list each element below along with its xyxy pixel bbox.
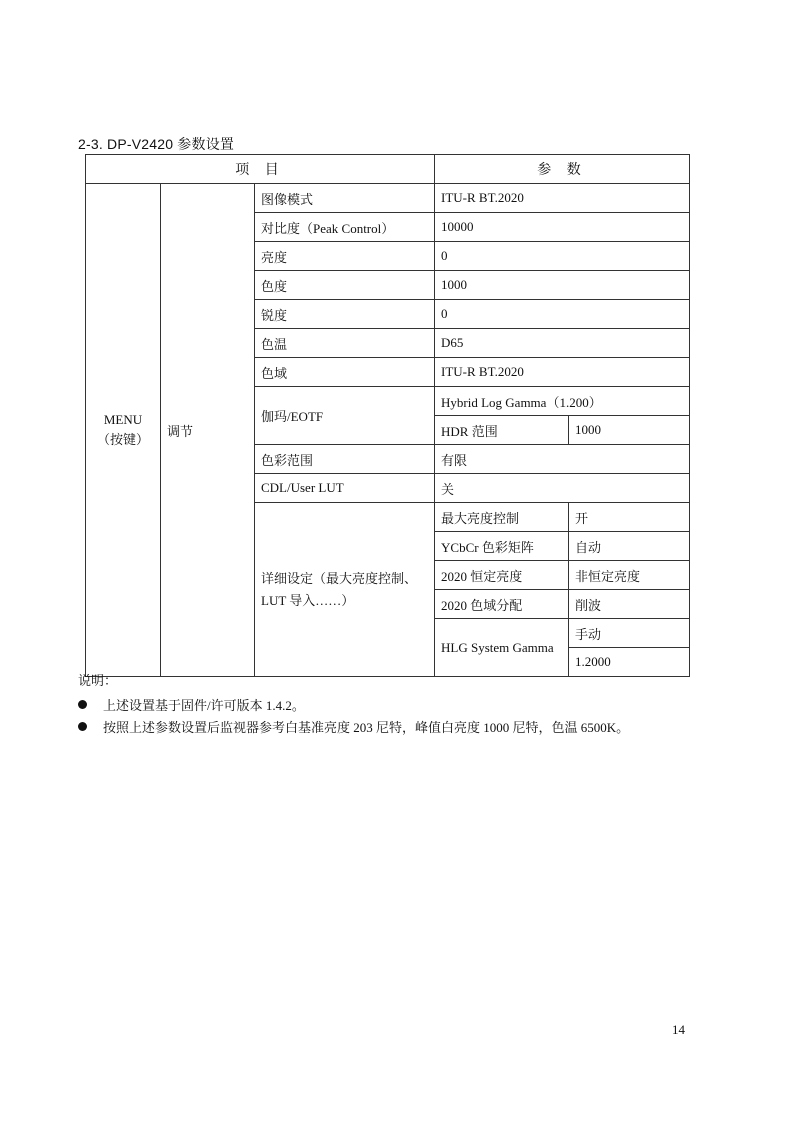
detail-label: 2020 恒定亮度	[435, 561, 569, 590]
hlg-gamma-value: 1.2000	[569, 648, 690, 677]
menu-cell	[86, 184, 161, 677]
menu-label: MENU	[103, 412, 143, 427]
row-name: 色度	[255, 271, 435, 300]
cdl-name: CDL/User LUT	[255, 474, 435, 503]
parameter-table	[85, 154, 690, 677]
row-name: 色温	[255, 329, 435, 358]
detail-value: 削波	[569, 590, 690, 619]
cdl-value: 关	[435, 474, 690, 503]
row-name: 锐度	[255, 300, 435, 329]
detail-value: 自动	[569, 532, 690, 561]
hlg-gamma-mode: 手动	[569, 619, 690, 648]
row-name: 图像模式	[255, 184, 435, 213]
detail-label: YCbCr 色彩矩阵	[435, 532, 569, 561]
row-value: 0	[435, 242, 690, 271]
detail-value: 非恒定亮度	[569, 561, 690, 590]
gamma-value: Hybrid Log Gamma（1.200）	[435, 387, 690, 416]
header-item: 项 目	[86, 155, 435, 184]
note-item	[78, 717, 629, 736]
hdr-range-value: 1000	[569, 416, 690, 445]
hdr-range-label: HDR 范围	[435, 416, 569, 445]
gamma-name: 伽玛/EOTF	[255, 387, 435, 445]
table-row	[86, 184, 690, 213]
detail-value: 开	[569, 503, 690, 532]
header-param: 参 数	[435, 155, 690, 184]
hlg-gamma-label: HLG System Gamma	[435, 619, 569, 677]
row-name: 色域	[255, 358, 435, 387]
menu-sub-label: （按键）	[96, 432, 149, 447]
section-title: 2-3. DP-V2420 参数设置	[78, 136, 235, 152]
group-cell: 调节	[161, 184, 255, 677]
row-value: 0	[435, 300, 690, 329]
detail-settings-name: 详细设定（最大亮度控制、LUT 导入……）	[255, 503, 435, 677]
notes-label: 说明：	[78, 673, 118, 688]
row-value: ITU-R BT.2020	[435, 184, 690, 213]
row-value: D65	[435, 329, 690, 358]
bullet-icon	[78, 722, 87, 731]
detail-label: 最大亮度控制	[435, 503, 569, 532]
row-name: 对比度（Peak Control）	[255, 213, 435, 242]
detail-label: 2020 色域分配	[435, 590, 569, 619]
note-text: 按照上述参数设置后监视器参考白基准亮度 203 尼特，峰值白亮度 1000 尼特，色温 6500K。	[103, 720, 630, 735]
color-range-name: 色彩范围	[255, 445, 435, 474]
row-value: 10000	[435, 213, 690, 242]
note-item	[78, 695, 305, 714]
note-text: 上述设置基于固件/许可版本 1.4.2。	[103, 698, 305, 713]
bullet-icon	[78, 700, 87, 709]
row-value: 1000	[435, 271, 690, 300]
row-name: 亮度	[255, 242, 435, 271]
page-number: 14	[672, 1022, 685, 1037]
table-header-row	[86, 155, 690, 184]
color-range-value: 有限	[435, 445, 690, 474]
row-value: ITU-R BT.2020	[435, 358, 690, 387]
